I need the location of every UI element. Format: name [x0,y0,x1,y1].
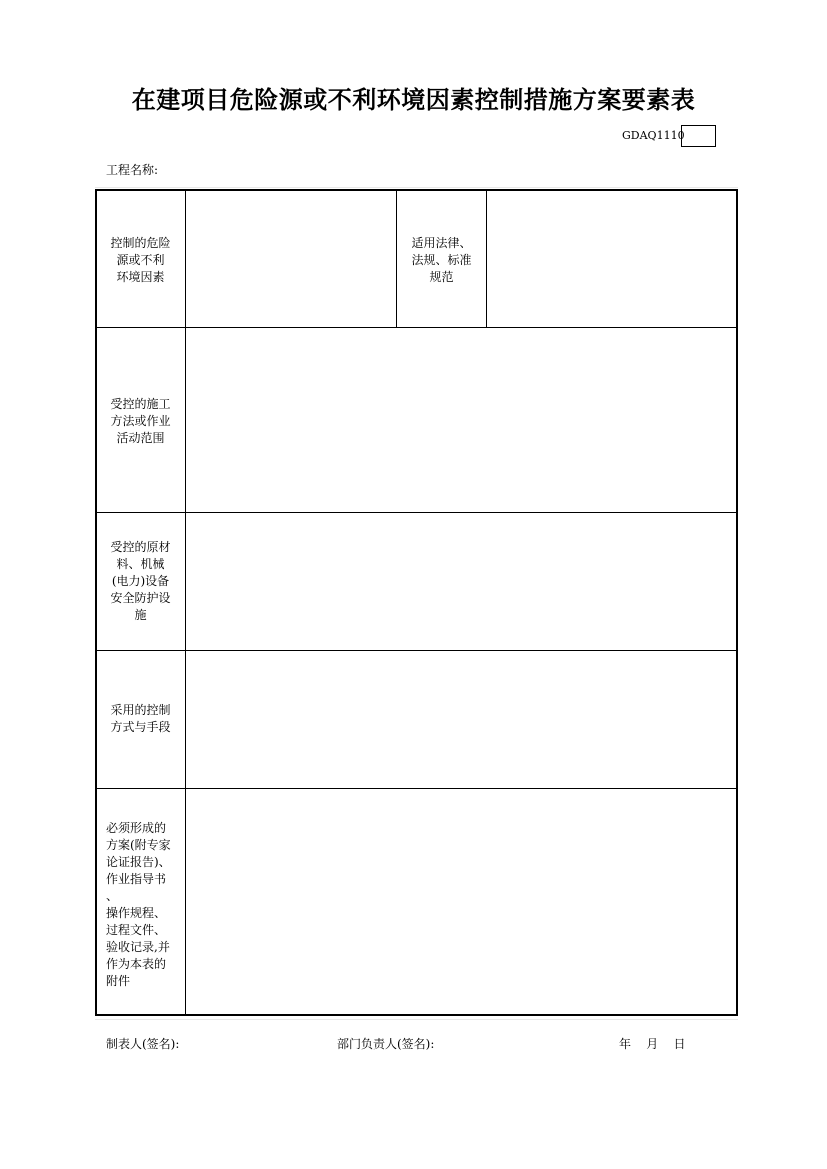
form-code-box[interactable] [681,125,716,147]
grid-guide [95,1019,738,1020]
hazard-input-cell[interactable] [186,191,395,326]
footer-dept-head: 部门负责人(签名): [337,1037,435,1051]
activity-input-cell[interactable] [186,328,736,511]
row-label-documents: 必须形成的 方案(附专家 论证报告)、 作业指导书 、 操作规程、 过程文件、 验收记录,并 作为本表的 附件 [106,821,171,988]
row-label-hazard: 控制的危险 源或不利 环境因素 [110,236,171,284]
footer-date: 年 月 日 [619,1037,686,1051]
law-input-cell[interactable] [487,191,736,326]
grid-guide [95,187,738,188]
row-label-activity: 受控的施工 方法或作业 活动范围 [110,397,171,445]
row-label-control: 采用的控制 方式与手段 [110,703,171,734]
law-label: 适用法律、 法规、标准 规范 [411,236,472,284]
form-code: GDAQ1110 [622,129,685,142]
footer-preparer: 制表人(签名): [106,1037,180,1051]
row-label-materials: 受控的原材 料、机械 (电力)设备 安全防护设 施 [110,540,171,622]
control-input-cell[interactable] [186,651,736,787]
materials-input-cell[interactable] [186,513,736,649]
page-title: 在建项目危险源或不利环境因素控制措施方案要素表 [131,86,696,114]
project-name-label: 工程名称: [106,163,159,177]
documents-input-cell[interactable] [186,789,736,1014]
